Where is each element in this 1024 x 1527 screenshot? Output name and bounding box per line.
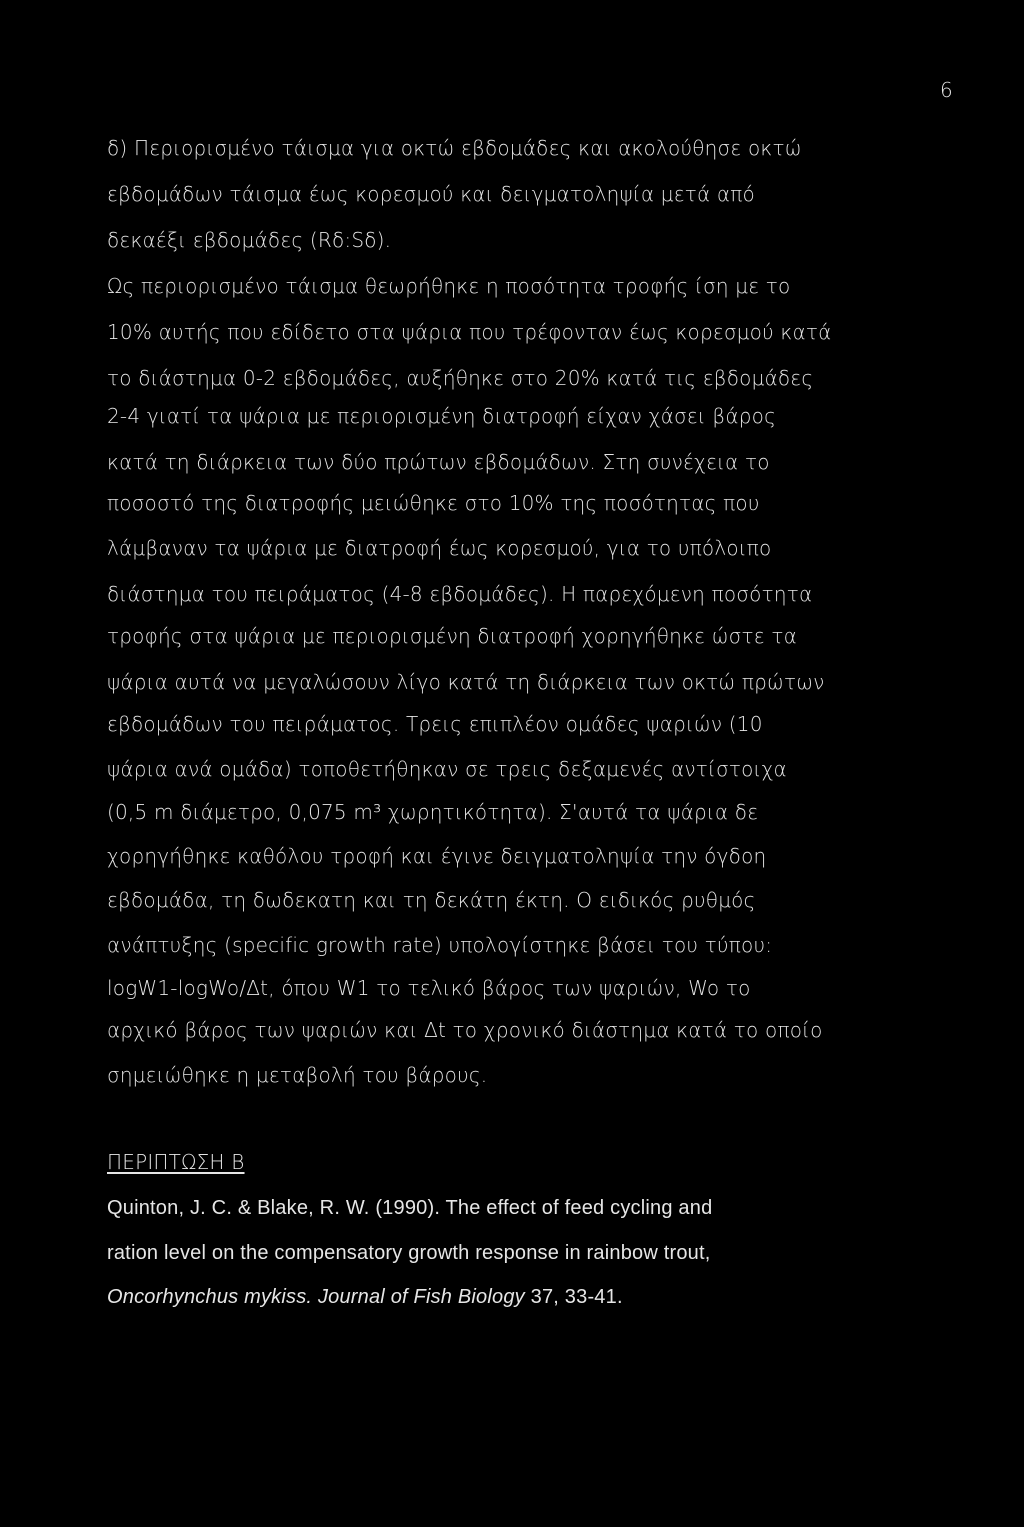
reference-line: Quinton, J. C. & Blake, R. W. (1990). The effect of feed cycling and [107, 1197, 713, 1219]
text-line: (0,5 m διάμετρο, 0,075 m³ χωρητικότητα). Σ'αυτά τα ψάρια δε [107, 800, 759, 824]
text-line: ψάρια ανά ομάδα) τοποθετήθηκαν σε τρεις δεξαμενές αντίστοιχα [107, 757, 787, 781]
text-line: λάμβαναν τα ψάρια με διατροφή έως κορεσμού, για το υπόλοιπο [107, 536, 772, 560]
species-name: Oncorhynchus mykiss. [107, 1286, 313, 1308]
text-line: ανάπτυξης (specific growth rate) υπολογίστηκε βάσει του τύπου: [107, 933, 773, 957]
text-line: εβδομάδων του πειράματος. Τρεις επιπλέον ομάδες ψαριών (10 [107, 712, 763, 736]
text-line: δεκαέξι εβδομάδες (Rδ:Sδ). [107, 228, 392, 252]
text-line: Ως περιορισμένο τάισμα θεωρήθηκε η ποσότητα τροφής ίση με το [107, 274, 791, 298]
reference-line: ration level on the compensatory growth response in rainbow trout, [107, 1242, 711, 1264]
text-line: το διάστημα 0-2 εβδομάδες, αυξήθηκε στο 20% κατά τις εβδομάδες [107, 366, 814, 390]
text-line: αρχικό βάρος των ψαριών και Δt το χρονικό διάστημα κατά το οποίο [107, 1018, 823, 1042]
text-line: σημειώθηκε η μεταβολή του βάρους. [107, 1063, 488, 1087]
journal-name: Journal of Fish Biology [317, 1286, 525, 1308]
text-line: χορηγήθηκε καθόλου τροφή και έγινε δειγματοληψία την όγδοη [107, 844, 767, 868]
text-line: εβδομάδων τάισμα έως κορεσμού και δειγματοληψία μετά από [107, 182, 755, 206]
text-line: 10% αυτής που εδίδετο στα ψάρια που τρέφονταν έως κορεσμού κατά [107, 320, 832, 344]
text-line: ψάρια αυτά να μεγαλώσουν λίγο κατά τη διάρκεια των οκτώ πρώτων [107, 670, 825, 694]
text-line: δ) Περιορισμένο τάισμα για οκτώ εβδομάδες και ακολούθησε οκτώ [107, 136, 802, 160]
text-line: ποσοστό της διατροφής μειώθηκε στο 10% της ποσότητας που [107, 491, 760, 515]
reference-line [107, 1286, 623, 1309]
page-number: 6 [940, 78, 953, 102]
text-line: διάστημα του πειράματος (4-8 εβδομάδες). Η παρεχόμενη ποσότητα [107, 582, 813, 606]
text-line: 2-4 γιατί τα ψάρια με περιορισμένη διατροφή είχαν χάσει βάρος [107, 404, 777, 428]
text-line: κατά τη διάρκεια των δύο πρώτων εβδομάδων. Στη συνέχεια το [107, 450, 770, 474]
volume-pages: 37, 33-41. [530, 1286, 623, 1308]
text-line: logW1-logWo/Δt, όπου W1 το τελικό βάρος των ψαριών, Wo το [107, 976, 751, 1000]
text-line: εβδομάδα, τη δωδεκατη και τη δεκάτη έκτη. Ο ειδικός ρυθμός [107, 888, 756, 912]
text-line: τροφής στα ψάρια με περιορισμένη διατροφή χορηγήθηκε ώστε τα [107, 624, 797, 648]
section-heading: ΠΕΡΙΠΤΩΣΗ Β [107, 1150, 245, 1174]
